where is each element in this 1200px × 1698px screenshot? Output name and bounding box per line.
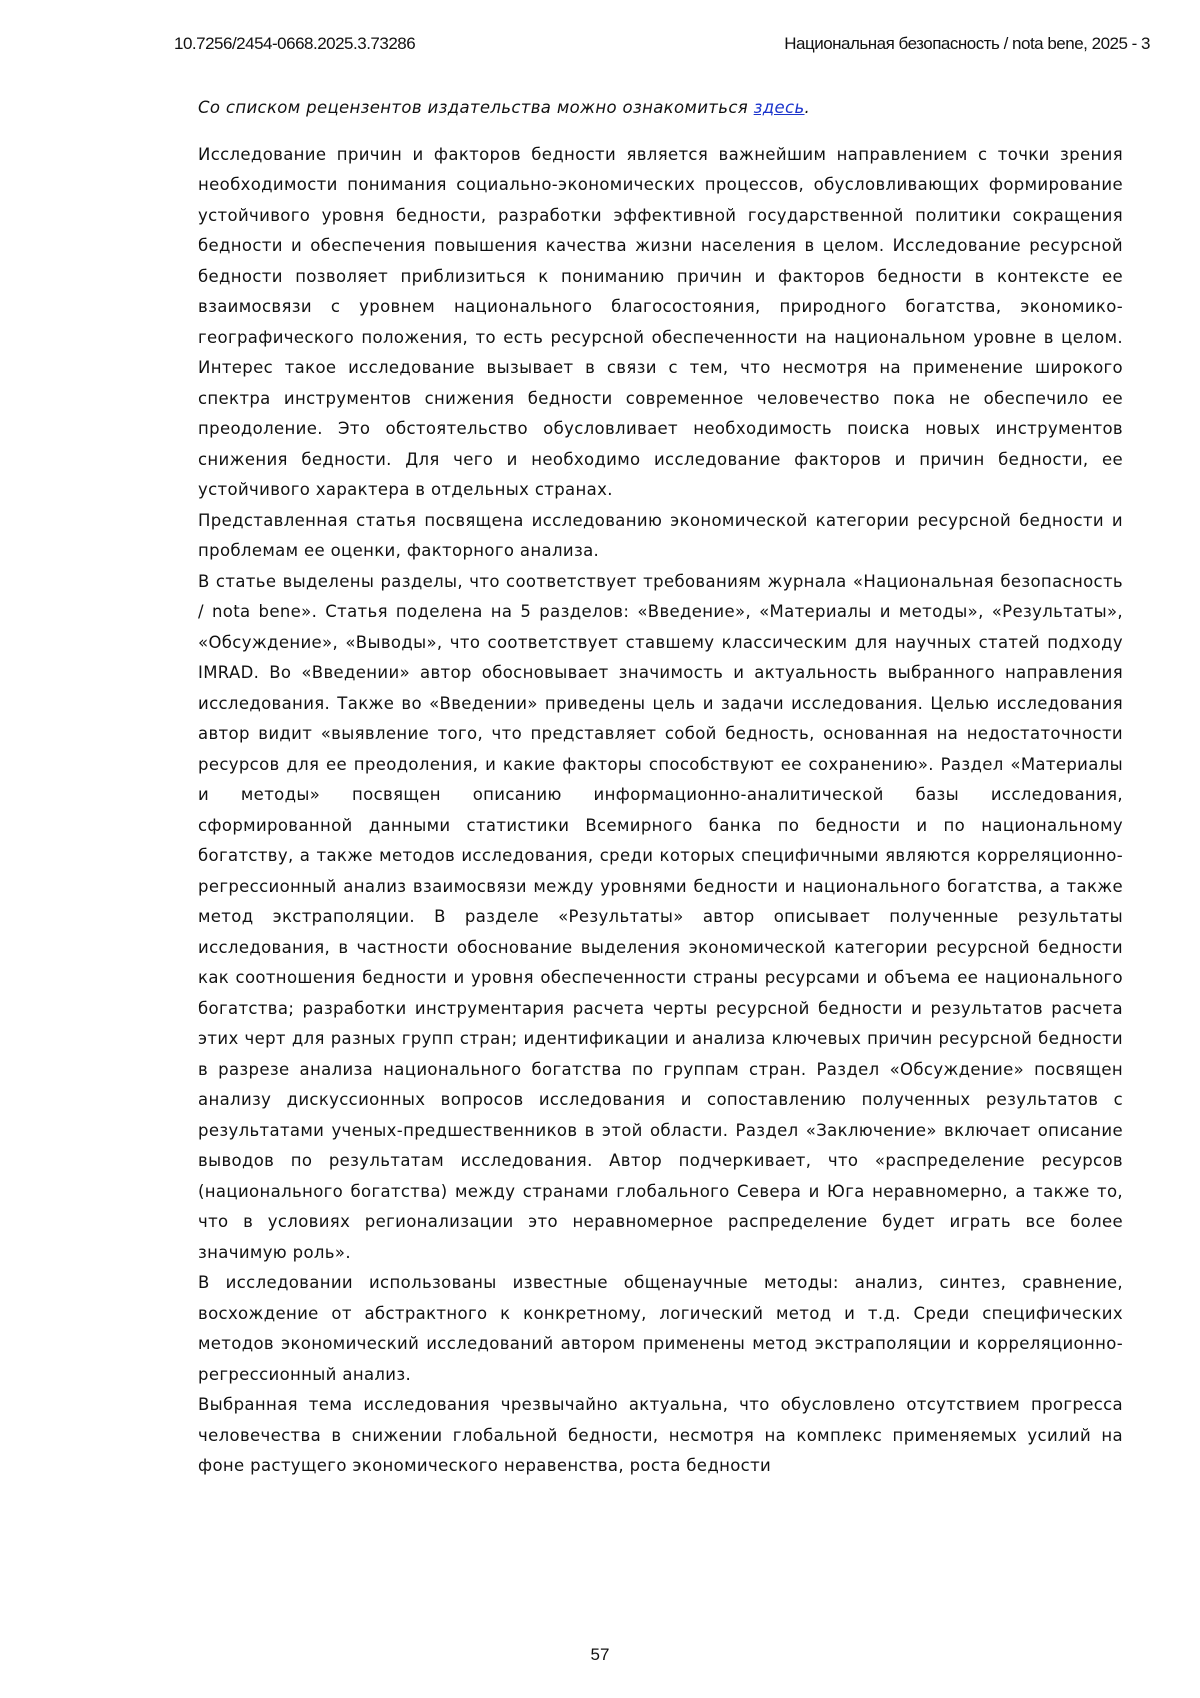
- page-number: 57: [0, 1645, 1200, 1665]
- paragraph-topic-actuality: Выбранная тема исследования чрезвычайно актуальна, что обусловлено отсутствием прогресса человечества в снижении глобальной бедности, несмотря на комплекс применяемых усилий на фоне растущего экономического неравенства, роста бедности: [198, 1390, 1123, 1482]
- page-header: [174, 34, 1150, 62]
- reviewers-note: [198, 93, 1123, 124]
- reviewers-list-link[interactable]: здесь: [754, 98, 805, 117]
- reviewers-note-period: .: [805, 98, 811, 117]
- article-body: [198, 93, 1123, 1482]
- article-doi: 10.7256/2454-0668.2025.3.73286: [174, 34, 415, 54]
- journal-running-title: Национальная безопасность / nota bene, 2025 - 3: [784, 34, 1150, 54]
- paragraph-methods: В исследовании использованы известные общенаучные методы: анализ, синтез, сравнение, восхождение от абстрактного к конкретному, логический метод и т.д. Среди специфических методов экономический исследований автором применены метод экстраполяции и корреляционно-регрессионный анализ.: [198, 1268, 1123, 1390]
- paragraph-relevance: Исследование причин и факторов бедности является важнейшим направлением с точки зрения необходимости понимания социально-экономических процессов, обусловливающих формирование устойчивого уровня бедности, разработки эффективной государственной политики сокращения бедности и обеспечения повышения качества жизни населения в целом. Исследование ресурсной бедности позволяет приблизиться к пониманию причин и факторов бедности в контексте ее взаимосвязи с уровнем национального благосостояния, природного богатства, экономико-географического положения, то есть ресурсной обеспеченности на национальном уровне в целом. Интерес такое исследование вызывает в связи с тем, что несмотря на применение широкого спектра инструментов снижения бедности современное человечество пока не обеспечило ее преодоление. Это обстоятельство обусловливает необходимость поиска новых инструментов снижения бедности. Для чего и необходимо исследование факторов и причин бедности, ее устойчивого характера в отдельных странах.: [198, 140, 1123, 506]
- reviewers-note-text: Со списком рецензентов издательства можно ознакомиться: [198, 98, 754, 117]
- paragraph-subject: Представленная статья посвящена исследованию экономической категории ресурсной бедности и проблемам ее оценки, факторного анализа.: [198, 506, 1123, 567]
- paragraph-structure: В статье выделены разделы, что соответствует требованиям журнала «Национальная безопасность / nota bene». Статья поделена на 5 разделов: «Введение», «Материалы и методы», «Результаты», «Обсуждение», «Выводы», что соответствует ставшему классическим для научных статей подходу IMRAD. Во «Введении» автор обосновывает значимость и актуальность выбранного направления исследования. Также во «Введении» приведены цель и задачи исследования. Целью исследования автор видит «выявление того, что представляет собой бедность, основанная на недостаточности ресурсов для ее преодоления, и какие факторы способствуют ее сохранению». Раздел «Материалы и методы» посвящен описанию информационно-аналитической базы исследования, сформированной данными статистики Всемирного банка по бедности и по национальному богатству, а также методов исследования, среди которых специфичными являются корреляционно-регрессионный анализ взаимосвязи между уровнями бедности и национального богатства, а также метод экстраполяции. В разделе «Результаты» автор описывает полученные результаты исследования, в частности обоснование выделения экономической категории ресурсной бедности как соотношения бедности и уровня обеспеченности страны ресурсами и объема ее национального богатства; разработки инструментария расчета черты ресурсной бедности и результатов расчета этих черт для разных групп стран; идентификации и анализа ключевых причин ресурсной бедности в разрезе анализа национального богатства по группам стран. Раздел «Обсуждение» посвящен анализу дискуссионных вопросов исследования и сопоставлению полученных результатов с результатами ученых-предшественников в этой области. Раздел «Заключение» включает описание выводов по результатам исследования. Автор подчеркивает, что «распределение ресурсов (национального богатства) между странами глобального Севера и Юга неравномерно, а также то, что в условиях регионализации это неравномерное распределение будет играть все более значимую роль».: [198, 567, 1123, 1269]
